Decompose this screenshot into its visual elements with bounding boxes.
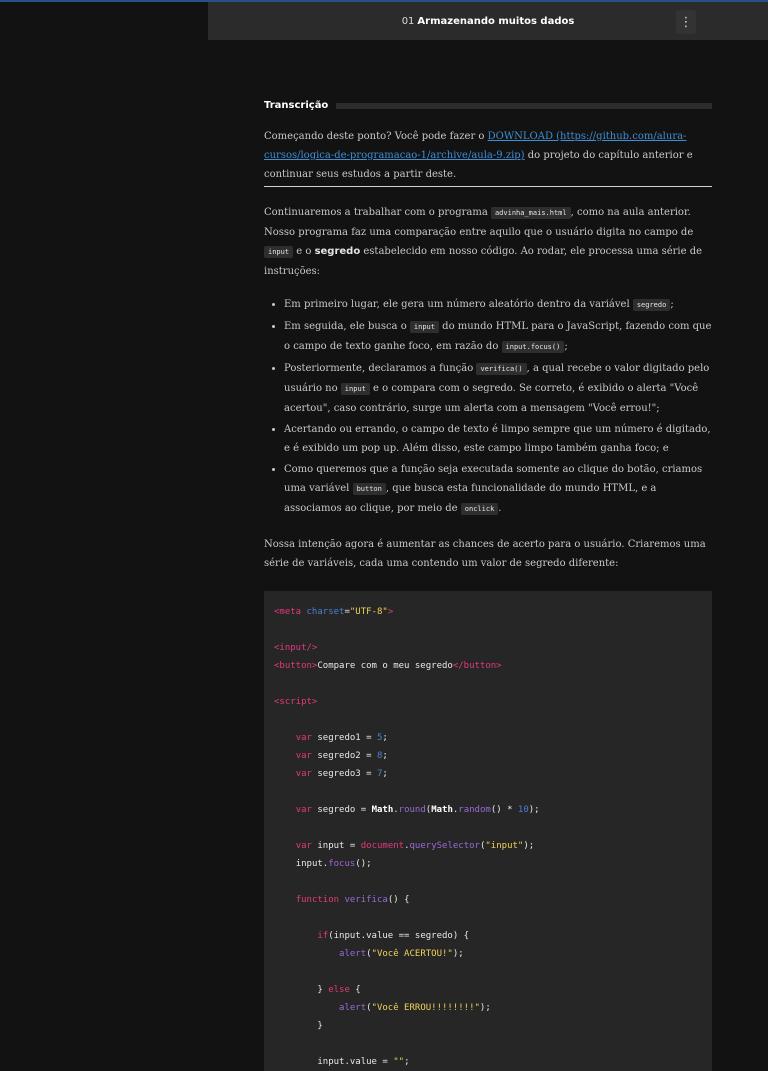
instruction-list: [264, 295, 712, 519]
code-token: }: [317, 1021, 323, 1031]
code-token: ;: [382, 751, 388, 761]
code-token: "Você ERROU!!!!!!!!": [371, 1003, 480, 1013]
code-block[interactable]: [264, 591, 712, 1071]
code-token: alert: [339, 949, 367, 959]
bold-text: segredo: [314, 246, 361, 257]
code-token: 8: [376, 751, 383, 761]
lesson-title: Armazenando muitos dados: [417, 15, 575, 27]
code-token: 10: [517, 805, 529, 815]
code-token: );: [452, 949, 464, 959]
transcript-heading: Transcrição: [264, 100, 329, 111]
code-token: focus: [328, 859, 356, 869]
code-token: alert: [339, 1003, 367, 1013]
text: do mundo HTML para o JavaScript, fazendo com que o campo de texto ganhe foco, em razão do: [284, 321, 712, 352]
code-token: 7: [376, 769, 383, 779]
code-token: input =: [311, 841, 361, 851]
code-token: {: [349, 985, 361, 995]
code-token: );: [523, 841, 535, 851]
code-token: charset: [306, 607, 345, 617]
text: e o compara com o segredo. Se correto, é exibido o alerta "Você acertou", caso contrário, surge um alerta com a mensagem "Você errou!";: [284, 383, 699, 414]
text: Em primeiro lugar, ele gera um número aleatório dentro da variável: [284, 299, 633, 310]
paragraph-program: [264, 203, 712, 281]
code-token: ;: [382, 733, 388, 743]
code-token: <button>: [274, 661, 318, 671]
lesson-number: 01: [401, 15, 415, 27]
code-token: =: [344, 607, 350, 617]
text: Em seguida, ele busca o: [284, 321, 410, 332]
code-token: "": [393, 1057, 405, 1067]
code-token: segredo2 =: [311, 751, 377, 761]
code-token: input.: [295, 859, 329, 869]
code-token: <input/>: [274, 643, 318, 653]
code-token: );: [479, 1003, 491, 1013]
transcript-section-header: [264, 100, 712, 111]
code-token: else: [328, 985, 350, 995]
code-token: input.value =: [317, 1057, 394, 1067]
list-item: [284, 460, 712, 519]
code-token: function: [295, 895, 340, 905]
code-token: () *: [490, 805, 518, 815]
text: Começando deste ponto? Você pode fazer o: [264, 131, 488, 142]
code-token: (input.value == segredo) {: [328, 931, 470, 941]
code-token: random: [458, 805, 491, 815]
text: estabelecido em nosso código. Ao rodar, ele processa uma série de instruções:: [264, 246, 703, 277]
code-token: ;: [382, 769, 388, 779]
text: Continuaremos a trabalhar com o programa: [264, 207, 491, 218]
code-token: </button>: [452, 661, 502, 671]
inline-code: input.focus(): [502, 341, 565, 353]
text: , a qual recebe o valor digitado pelo usuário no: [284, 363, 710, 394]
inline-code: button: [353, 483, 386, 495]
transcript-content: [264, 100, 712, 1071]
code-token: Compare com o meu segredo: [317, 661, 453, 671]
list-item: [284, 317, 712, 357]
text: , como na aula anterior. Nosso programa faz uma comparação entre aquilo que o usuário digita no campo de: [264, 207, 694, 238]
code-token: .: [393, 805, 399, 815]
code-token: var: [295, 733, 312, 743]
code-token: (: [366, 949, 372, 959]
code-content: [264, 591, 712, 1071]
code-token: querySelector: [409, 841, 480, 851]
code-token: .: [404, 841, 410, 851]
code-token: () {: [387, 895, 410, 905]
text: Acertando ou errando, o campo de texto é limpo sempre que um número é digitado, e é exibido um pop up. Além disso, este campo limpo também ganha foco; e: [284, 424, 711, 454]
text: Posteriormente, declaramos a função: [284, 363, 477, 374]
code-token: Math: [431, 805, 453, 815]
code-token: <meta: [274, 607, 307, 617]
code-token: Math: [371, 805, 394, 815]
code-token: if: [317, 931, 329, 941]
list-item: [284, 420, 712, 458]
text: Como queremos que a função seja executada somente ao clique do botão, criamos uma variável: [284, 464, 703, 494]
code-token: round: [398, 805, 426, 815]
vertical-ellipsis-icon[interactable]: ⋮: [676, 10, 696, 34]
text: ;: [670, 299, 674, 310]
code-token: );: [528, 805, 540, 815]
code-token: >: [387, 607, 394, 617]
lesson-header: [208, 2, 768, 40]
code-token: segredo3 =: [311, 769, 377, 779]
code-token: segredo =: [311, 805, 372, 815]
code-token: (: [479, 841, 486, 851]
text: , que busca esta funcionalidade do mundo HTML, e a associamos ao clique, por meio de: [284, 483, 657, 514]
text: do projeto do capítulo anterior e continuar seus estudos a partir deste.: [264, 150, 693, 180]
heading-divider: [336, 103, 712, 109]
inline-code: input: [341, 383, 370, 395]
code-token: "UTF-8": [349, 607, 388, 617]
code-token: verifica: [339, 895, 388, 905]
code-token: document: [360, 841, 405, 851]
list-item: [284, 359, 712, 418]
code-token: segredo1 =: [311, 733, 377, 743]
code-token: (: [366, 1003, 372, 1013]
code-token: 5: [376, 733, 383, 743]
code-token: <script>: [274, 697, 318, 707]
code-token: "Você ACERTOU!": [371, 949, 453, 959]
code-token: }: [317, 985, 329, 995]
inline-code: advinha_mais.html: [491, 207, 571, 219]
left-sidebar-area: [0, 2, 208, 1024]
inline-code: input: [264, 246, 293, 258]
paragraph-intention: Nossa intenção agora é aumentar as chances de acerto para o usuário. Criaremos uma série de variáveis, cada uma contendo um valor de segredo diferente:: [264, 539, 706, 569]
code-token: var: [295, 841, 312, 851]
inline-code: segredo: [633, 299, 671, 311]
inline-code: onclick: [461, 503, 499, 515]
code-token: (: [425, 805, 432, 815]
text: .: [498, 503, 502, 514]
inline-code: input: [410, 321, 439, 333]
code-token: "input": [485, 841, 524, 851]
text: ;: [564, 341, 568, 352]
code-token: .: [452, 805, 459, 815]
code-token: ;: [404, 1057, 410, 1067]
download-link[interactable]: DOWNLOAD (https://github.com/alura-cursos/logica-de-programacao-1/archive/aula-9.zip): [264, 131, 687, 161]
code-token: var: [295, 805, 312, 815]
code-token: var: [295, 751, 312, 761]
code-token: ();: [355, 859, 372, 869]
text: e o: [293, 246, 315, 257]
paragraph-download: [264, 127, 712, 187]
inline-code: verifica(): [476, 363, 526, 375]
list-item: [284, 295, 712, 315]
code-token: var: [295, 769, 312, 779]
